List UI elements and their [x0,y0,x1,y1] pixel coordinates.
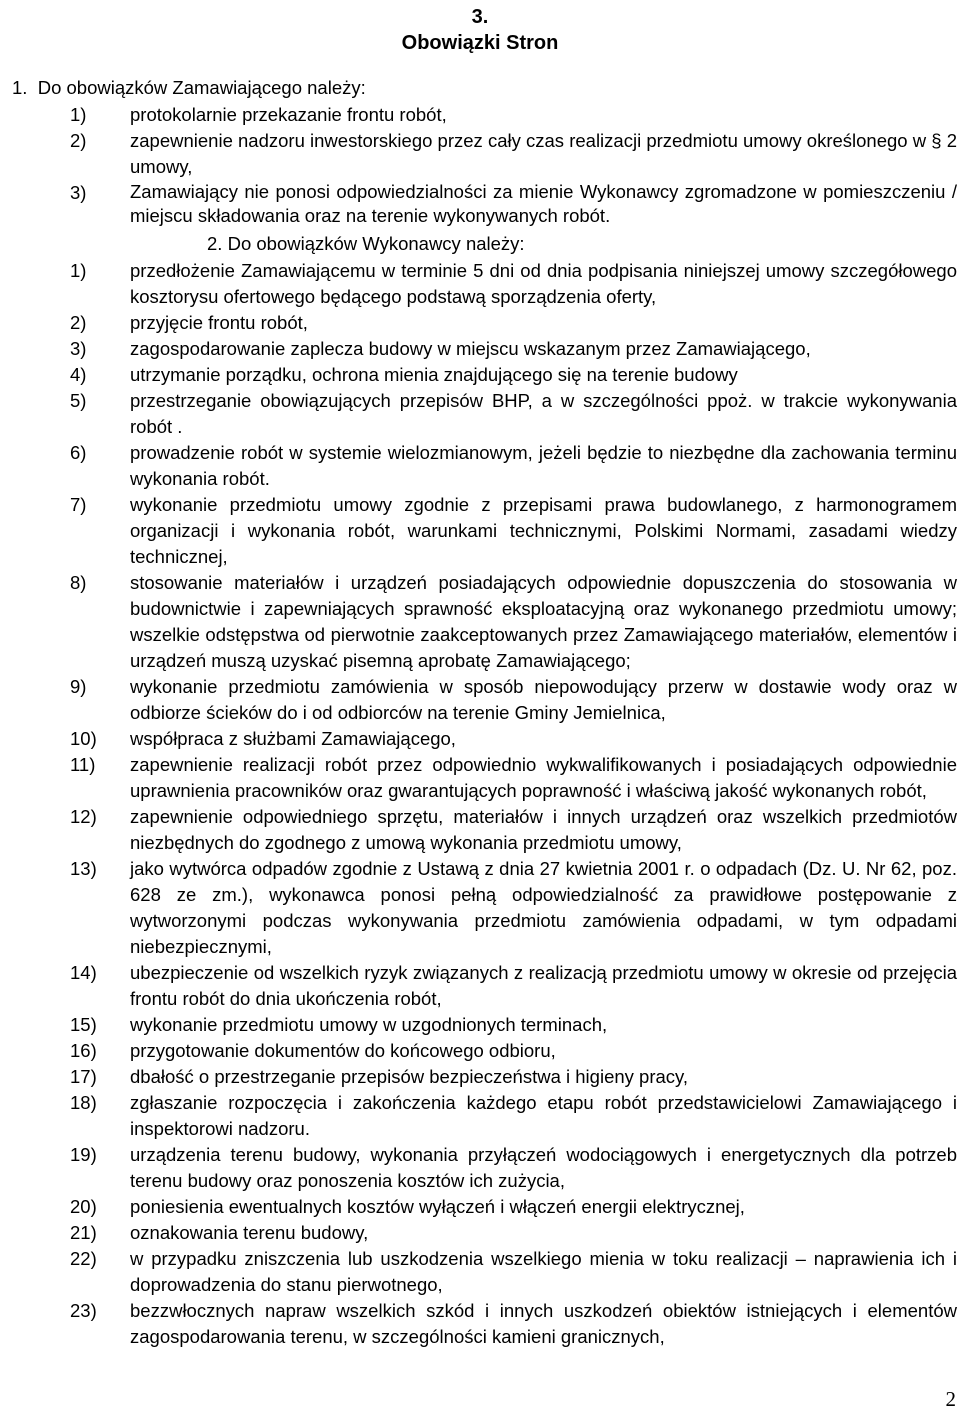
list-item-text: ubezpieczenie od wszelkich ryzyk związanych z realizacją przedmiotu umowy w okresie od przejęcia frontu robót do dnia ukończenia robót, [130,962,957,1009]
list-item-text: zapewnienie odpowiedniego sprzętu, materiałów i innych urządzeń oraz wszelkich przedmiotów niezbędnych do zgodnego z umową wykonania przedmiotu umowy, [130,806,957,853]
list-item-text: bezzwłocznych napraw wszelkich szkód i innych uszkodzeń obiektów istniejących i elementów zagospodarowania terenu, w szczególności kamieni granicznych, [130,1300,957,1347]
list-item-number: 11) [70,754,96,775]
list-item-number: 1) [70,260,87,281]
list-item-number: 16) [70,1040,97,1061]
list-item-text: dbałość o przestrzeganie przepisów bezpieczeństwa i higieny pracy, [130,1066,689,1087]
list-item [0,102,960,128]
list-item [0,1012,960,1038]
clause-1-list [0,102,960,228]
list-item [0,1090,960,1142]
list-item [0,1220,960,1246]
section-title: Obowiązki Stron [401,32,559,54]
list-item-number: 10) [70,728,97,749]
list-item [0,1298,960,1350]
list-item-text: jako wytwórca odpadów zgodnie z Ustawą z dnia 27 kwietnia 2001 r. o odpadach (Dz. U. Nr 62, poz. 628 ze zm.), wykonawca ponosi pełną odpowiedzialność za prawidłowe postępowanie z wytworzonymi podczas wykonywania przedmiotu zamówienia odpadami, w tym odpadami niebezpiecznymi, [130,858,957,957]
list-item [0,570,960,674]
list-item-number: 2) [70,312,87,333]
list-item-text: wykonanie przedmiotu umowy w uzgodnionych terminach, [130,1014,608,1035]
list-item [0,1064,960,1090]
list-item [0,180,960,228]
list-item [0,128,960,180]
list-item-number: 6) [70,442,87,463]
list-item-number: 14) [70,962,97,983]
clause-2-number: 2. [207,233,223,254]
list-item [0,336,960,362]
list-item-number: 2) [70,130,87,151]
clause-1-heading [12,76,366,100]
page-number: 2 [945,1387,956,1411]
clause-2-title: Do obowiązków Wykonawcy należy: [227,233,525,254]
list-item-number: 22) [70,1248,97,1269]
list-item-text: zgłaszanie rozpoczęcia i zakończenia każdego etapu robót przedstawicielowi Zamawiającego i inspektorowi nadzoru. [130,1092,957,1139]
clause-1-number: 1. [12,77,28,98]
section-number: 3. [471,6,489,28]
list-item [0,1038,960,1064]
list-item-text: przestrzeganie obowiązujących przepisów BHP, a w szczególności ppoż. w trakcie wykonywania robót . [130,390,957,437]
list-item-number: 13) [70,858,97,879]
clause-2-heading [207,232,525,256]
list-item-text: współpraca z służbami Zamawiającego, [130,728,456,749]
list-item-number: 4) [70,364,87,385]
list-item-number: 8) [70,572,87,593]
list-item-number: 17) [70,1066,97,1087]
list-item-text: oznakowania terenu budowy, [130,1222,369,1243]
list-item [0,674,960,726]
list-item [0,1194,960,1220]
list-item-text: zapewnienie nadzoru inwestorskiego przez cały czas realizacji przedmiotu umowy określonego w § 2 umowy, [130,130,957,177]
list-item-text: wykonanie przedmiotu zamówienia w sposób niepowodujący przerw w dostawie wody oraz w odbiorze ścieków do i od odbiorców na terenie Gminy Jemielnica, [130,676,957,723]
list-item-text: protokolarnie przekazanie frontu robót, [130,104,447,125]
list-item [0,492,960,570]
list-item-number: 23) [70,1300,97,1321]
list-item-number: 1) [70,104,87,125]
list-item [0,1142,960,1194]
list-item-number: 20) [70,1196,97,1217]
section-heading [390,4,570,56]
list-item-text: wykonanie przedmiotu umowy zgodnie z przepisami prawa budowlanego, z harmonogramem organizacji i wykonania robót, warunkami technicznymi, Polskimi Normami, zasadami wiedzy technicznej, [130,494,957,567]
list-item-number: 9) [70,676,87,697]
list-item-number: 3) [70,182,87,203]
list-item-text: prowadzenie robót w systemie wielozmianowym, jeżeli będzie to niezbędne dla zachowania terminu wykonania robót. [130,442,957,489]
list-item [0,726,960,752]
list-item-text: przygotowanie dokumentów do końcowego odbioru, [130,1040,556,1061]
list-item-number: 7) [70,494,87,515]
clause-2-list [0,258,960,1350]
clause-1-title: Do obowiązków Zamawiającego należy: [37,77,366,98]
list-item-text: utrzymanie porządku, ochrona mienia znajdującego się na terenie budowy [130,364,738,385]
list-item-number: 3) [70,338,87,359]
list-item-number: 12) [70,806,97,827]
list-item-text: zagospodarowanie zaplecza budowy w miejscu wskazanym przez Zamawiającego, [130,338,811,359]
list-item [0,804,960,856]
list-item-text: urządzenia terenu budowy, wykonania przyłączeń wodociągowych i energetycznych dla potrzeb terenu budowy oraz ponoszenia kosztów ich zużycia, [130,1144,957,1191]
list-item [0,362,960,388]
list-item [0,310,960,336]
list-item [0,440,960,492]
list-item-text: zapewnienie realizacji robót przez odpowiednio wykwalifikowanych i posiadających odpowiednie uprawnienia pracowników oraz gwarantujących poprawność i właściwą jakość wykonanych robót, [130,754,957,801]
list-item [0,258,960,310]
list-item [0,752,960,804]
list-item-text: poniesienia ewentualnych kosztów wyłączeń i włączeń energii elektrycznej, [130,1196,745,1217]
list-item-text: Zamawiający nie ponosi odpowiedzialności za mienie Wykonawcy zgromadzone w pomieszczeniu / miejscu składowania oraz na terenie wykonywanych robót. [130,181,957,226]
list-item [0,388,960,440]
list-item-number: 21) [70,1222,97,1243]
list-item-text: przedłożenie Zamawiającemu w terminie 5 dni od dnia podpisania niniejszej umowy szczegółowego kosztorysu ofertowego będącego podstawą sporządzenia oferty, [130,260,957,307]
list-item [0,960,960,1012]
list-item [0,856,960,960]
list-item-number: 19) [70,1144,97,1165]
list-item-text: przyjęcie frontu robót, [130,312,308,333]
list-item-text: stosowanie materiałów i urządzeń posiadających odpowiednie dopuszczenia do stosowania w budownictwie i zapewniających sprawność eksploatacyjną oraz wykonanego przedmiotu umowy; wszelkie odstępstwa od pierwotnie zaakceptowanych przez Zamawiającego materiałów, elementów i urządzeń muszą uzyskać pisemną aprobatę Zamawiającego; [130,572,957,671]
list-item [0,1246,960,1298]
list-item-number: 5) [70,390,87,411]
list-item-text: w przypadku zniszczenia lub uszkodzenia wszelkiego mienia w toku realizacji – naprawienia ich i doprowadzenia do stanu pierwotnego, [130,1248,957,1295]
list-item-number: 15) [70,1014,97,1035]
list-item-number: 18) [70,1092,97,1113]
